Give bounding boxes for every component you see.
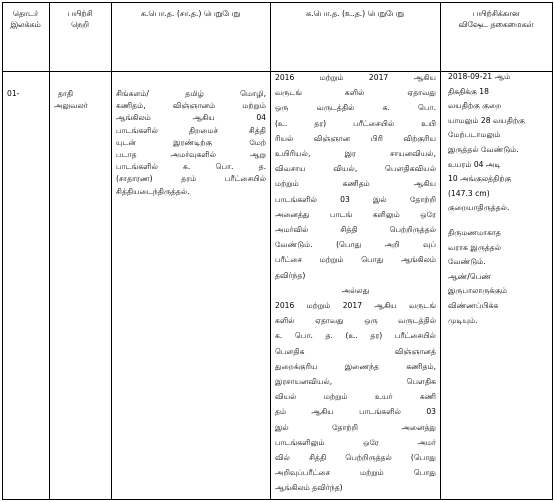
al-line: ரியல் விஞ்ஞான பிரி விற்குரிய [275, 133, 436, 143]
al-line: தவிர்ந்த) [275, 270, 306, 280]
special-line: வராக இருத்தல் [448, 242, 502, 252]
table-border-bottom [2, 499, 552, 500]
ol-line: யுடன் இரண்டிற்கு மேற் [116, 137, 266, 147]
marital-gender-requirements [448, 226, 550, 328]
special-line: முடியும். [448, 315, 478, 325]
column-divider-1 [49, 2, 50, 500]
course-name-line-2: அலுவலர் [54, 101, 88, 111]
ol-line: படாத அமர்வுகளில் ஆறு [116, 150, 266, 160]
header-special-line-1: பயிற்சிக்கான [472, 9, 520, 18]
al-line: வில் சித்தி பெற்றிருத்தல் (பொது [275, 453, 436, 463]
al-line: பாடங்களில் 03 இல் தோற்றி [275, 194, 436, 204]
al-line: தம் ஆகிய பாடங்களில் 03 [275, 407, 436, 417]
special-line: வேண்டும். [448, 257, 486, 267]
al-line: அறிவுப்பரீட்சை மற்றும் பொது [275, 468, 436, 478]
al-line: வியல் மற்றும் உயர் கணி [275, 392, 436, 402]
special-line: வயதிற்கு குறை [448, 101, 502, 111]
al-line: அமர்வில் சித்தி பெற்றிருத்தல் [275, 225, 436, 235]
al-line: பாடங்களிலும் ஒரே அமர் [275, 437, 436, 447]
special-line: மேற்படாமலும் [448, 130, 501, 140]
special-line: ஆண்/பெண் [448, 271, 492, 281]
al-or-separator: அல்லது [341, 285, 370, 295]
header-course-line-1: பயிற்சி [67, 9, 93, 18]
al-line: க. பொ. த. (உ. தர) பரீட்சையில் [275, 331, 436, 341]
ol-line: (சாதாரண) தரம் பரீட்சையில் [116, 174, 266, 184]
header-ol-results [112, 8, 269, 19]
al-line: விவசாய வியல், பௌதிகவியல் [275, 164, 436, 174]
row-training-course [54, 88, 110, 112]
special-line: (147.3 cm) [448, 188, 490, 198]
column-divider-4 [440, 2, 441, 500]
header-ol-text: க.பொ.த. (சா.த.) பெறுபேறு [140, 9, 241, 18]
table-border-left [2, 2, 3, 500]
row-ol-requirements [116, 88, 266, 198]
ol-line: சித்தியடைந்திருத்தல். [116, 186, 190, 196]
header-al-results [271, 8, 439, 19]
al-line: இல் தோற்றி அனைத்து [275, 422, 436, 432]
al-line: 2016 மற்றும் 2017 ஆகிய [275, 73, 436, 82]
ol-line: சிங்களம்/ தமிழ் மொழி, [116, 89, 266, 98]
al-line: ஆங்கிலம் தவிர்ந்த) [275, 483, 343, 493]
special-line: இருத்தல் வேண்டும். [448, 144, 519, 154]
ol-line: ஆங்கிலம் ஆகிய 04 [116, 113, 266, 123]
al-line: வேண்டும். (பொது அறி வுப் [275, 240, 436, 250]
special-line: யாமலும் 28 வயதிற்கு [448, 115, 525, 125]
column-divider-3 [270, 2, 271, 500]
al-line: பௌதிக விஞ்ஞானத் [275, 346, 436, 356]
header-training-course [50, 8, 110, 30]
header-serial-line-1: தொடர் [12, 9, 39, 18]
al-line: அனைத்து பாடங் களிலும் ஒரே [275, 209, 436, 219]
special-line: விண்ணப்பிக்க [448, 300, 499, 310]
header-special-line-2: விஷேட தகைமைகள் [458, 20, 534, 29]
header-course-line-2: நெறி [71, 20, 89, 29]
header-al-text: க.பொ.த. (உ.த.) பெறுபேறு [306, 9, 404, 18]
al-line: இரசாயனவியல், பௌதிக [275, 377, 436, 387]
course-name-line-1: தாதி [58, 89, 74, 98]
al-line: வருடங் களில் ஏதாவது [275, 88, 436, 98]
al-line: 2016 மற்றும் 2017 ஆகிய வருடங் [275, 301, 436, 311]
al-line: (உ. தர) பரீட்சையில் உயி [275, 118, 436, 128]
special-line: குறையாதிருத்தல். [448, 203, 510, 213]
al-line: உயிரியல், இர சாயனவியல், [275, 149, 436, 159]
header-special-qualifications [441, 8, 551, 30]
special-line: திருமணமாகாத [448, 227, 501, 237]
serial-number-value: 01- [7, 89, 20, 98]
row-special-qualifications [448, 70, 550, 328]
table-border-right [552, 2, 553, 500]
special-line: இருபாலாருக்கும் [448, 286, 508, 296]
age-height-requirements [448, 70, 550, 216]
al-line: ஒரு வருடத்தில் க. பொ. [275, 103, 436, 113]
row-serial-number [7, 88, 47, 100]
special-line: திகதிக்கு 18 [448, 86, 489, 96]
al-line: பரீட்சை மற்றும் பொது ஆங்கிலம் [275, 255, 436, 265]
header-serial-number [3, 8, 48, 30]
column-divider-2 [111, 2, 112, 500]
header-serial-line-2: இலக்கம் [10, 20, 41, 29]
ol-line: பாடங்களில் க. பொ. த. [116, 162, 266, 172]
ol-line: கணிதம், விஞ்ஞானம் மற்றும் [116, 101, 266, 111]
table-border-top [2, 2, 552, 3]
special-line: உயரம் 04 அடி [448, 159, 501, 169]
al-line: துறைக்குரிய இணைந்த கணிதம், [275, 361, 436, 371]
special-line: 2018-09-21 ஆம் [448, 72, 511, 81]
al-line: களில் ஏதாவது ஒரு வருடத்தில் [275, 316, 436, 326]
ol-line: பாடங்களில் திறமைச் சித்தி [116, 125, 266, 135]
row-al-requirements [275, 70, 436, 496]
al-line: மற்றும் கணிதம் ஆகிய [275, 179, 436, 189]
special-line: 10 அங்குலத்திற்கு [448, 174, 512, 184]
